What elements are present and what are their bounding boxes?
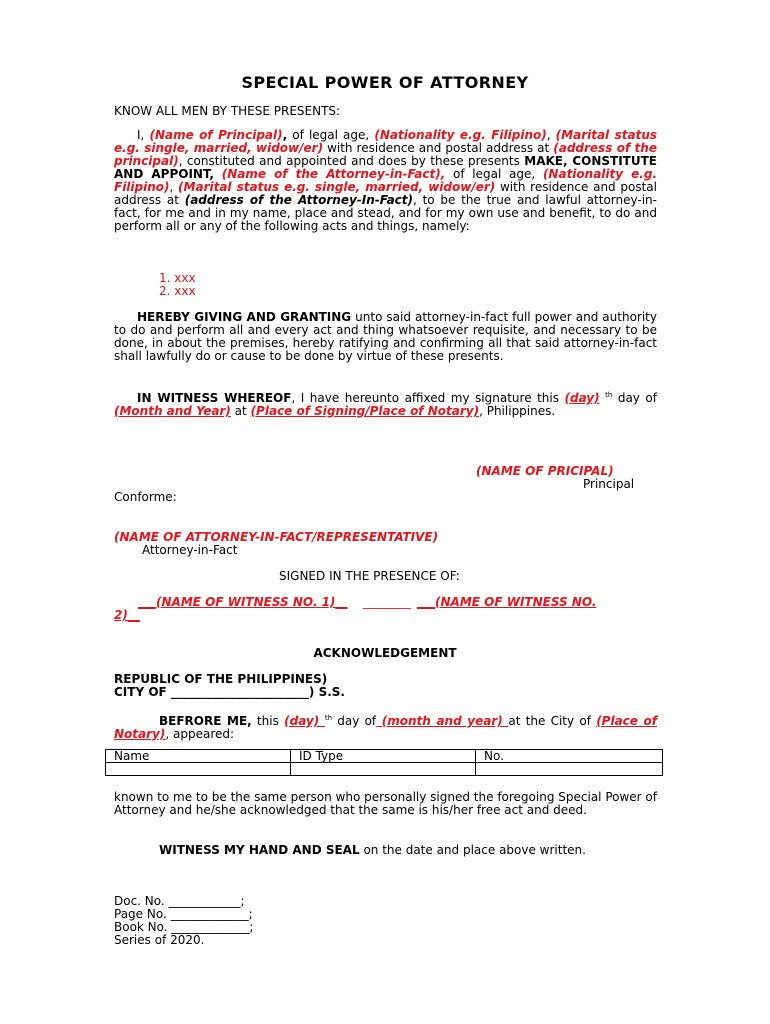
table-cell[interactable] <box>476 763 663 776</box>
witness-2-name-cont: 2)__ <box>114 608 140 622</box>
attorney-nationality-placeholder: (Nationality e.g. Filipino) <box>114 167 658 194</box>
before-me-paragraph: BEFRORE ME, this (day) $^{th}$ day of (month and year) at the City of (Place of Notary), appeared: <box>114 714 658 741</box>
table-row <box>106 763 663 776</box>
acknowledgement-title: ACKNOWLEDGEMENT <box>313 646 457 660</box>
intro-line: KNOW ALL MEN BY THESE PRESENTS: <box>114 104 341 118</box>
city-line: CITY OF _______________________) S.S. <box>114 685 345 699</box>
make-constitute-appoint: MAKE, CONSTITUTE AND APPOINT, <box>114 154 657 181</box>
ack-day-placeholder: (day) <box>284 714 325 728</box>
attorney-signature-name: (NAME OF ATTORNEY-IN-FACT/REPRESENTATIVE) <box>114 530 439 544</box>
table-header-no: No. <box>476 750 663 763</box>
list-item: 1. xxx <box>159 271 196 285</box>
nationality-placeholder: (Nationality e.g. Filipino) <box>374 128 547 142</box>
table-header-name: Name <box>106 750 291 763</box>
month-year-placeholder: (Month and Year) <box>114 404 231 418</box>
principal-signature-name: (NAME OF PRICIPAL) <box>476 464 614 478</box>
book-no-line: Book No. _____________; <box>114 920 254 934</box>
witness-1-name: ___(NAME OF WITNESS NO. 1)__ <box>138 595 348 609</box>
table-header-id-type: ID Type <box>291 750 476 763</box>
principal-paragraph: I, (Name of Principal), of legal age, (Nationality e.g. Filipino), (Marital status e.g. single, married, widow/er) with residence and postal address at (address of the principal), constituted and appointed and does by these presents MAKE, CONSTITUTE AND APPOINT, (Name of the Attorney-in-Fact), of legal age, (Nationality e.g. Filipino), (Marital status e.g. single, married, widow/er) with residence and postal address at (address of the Attorney-In-Fact), to be the true and lawful attorney-in-fact, for me and in my name, place and stead, and for my own use and benefit, to do and perform all or any of the following acts and things, namely: <box>114 128 658 233</box>
series-line: Series of 2020. <box>114 933 205 947</box>
granting-paragraph: HEREBY GIVING AND GRANTING unto said attorney-in-fact full power and authority to do and perform all and every act and thing whatsoever requisite, and necessary to be done, in about the premises, hereby ratifying and confirming all that said attorney-in-fact shall lawfully do or cause to be done by virtue of these presents. <box>114 310 657 363</box>
principal-label: Principal <box>583 477 635 491</box>
witness-whereof-paragraph: IN WITNESS WHEREOF, I have hereunto affixed my signature this (day) $^{th}$ day of (Month and Year) at (Place of Signing/Place of Notary), Philippines. <box>114 391 657 418</box>
attorney-label: Attorney-in-Fact <box>142 543 238 557</box>
notarial-block <box>114 895 253 947</box>
day-placeholder: (day) <box>564 391 600 405</box>
marital-status-placeholder: (Marital status e.g. single, married, widow/er) <box>114 128 658 155</box>
table-cell[interactable] <box>291 763 476 776</box>
principal-name-placeholder: (Name of Principal) <box>149 128 283 142</box>
page-no-line: Page No. _____________; <box>114 907 253 921</box>
known-paragraph: known to me to be the same person who personally signed the foregoing Special Power of Attorney and he/she acknowledged that the same is his/her free act and deed. <box>114 790 657 817</box>
table-cell[interactable] <box>106 763 291 776</box>
place-placeholder: (Place of Signing/Place of Notary) <box>250 404 480 418</box>
attorney-name-placeholder: (Name of the Attorney-in-Fact), <box>221 167 446 181</box>
list-item: 2. xxx <box>159 284 196 298</box>
witness-hand-line: WITNESS MY HAND AND SEAL on the date and place above written. <box>159 843 586 857</box>
signed-presence-heading: SIGNED IN THE PRESENCE OF: <box>279 569 460 583</box>
witness-gap: ________ <box>363 595 411 609</box>
acts-list <box>159 272 196 298</box>
republic-line: REPUBLIC OF THE PHILIPPINES) <box>114 672 328 686</box>
doc-no-line: Doc. No. ____________; <box>114 894 245 908</box>
principal-address-placeholder: (address of the principal) <box>114 141 657 168</box>
ack-month-year-placeholder: (month and year) <box>376 714 509 728</box>
witness-2-name: ___(NAME OF WITNESS NO. <box>417 595 597 609</box>
attorney-address-placeholder: (address of the Attorney-In-Fact) <box>184 193 414 207</box>
id-table <box>105 749 663 776</box>
conforme-label: Conforme: <box>114 490 177 504</box>
table-header-row <box>106 750 663 763</box>
attorney-marital-placeholder: (Marital status e.g. single, married, widow/er) <box>178 180 496 194</box>
notary-place-placeholder: (Place of Notary) <box>114 714 658 741</box>
document-title: SPECIAL POWER OF ATTORNEY <box>241 73 529 92</box>
